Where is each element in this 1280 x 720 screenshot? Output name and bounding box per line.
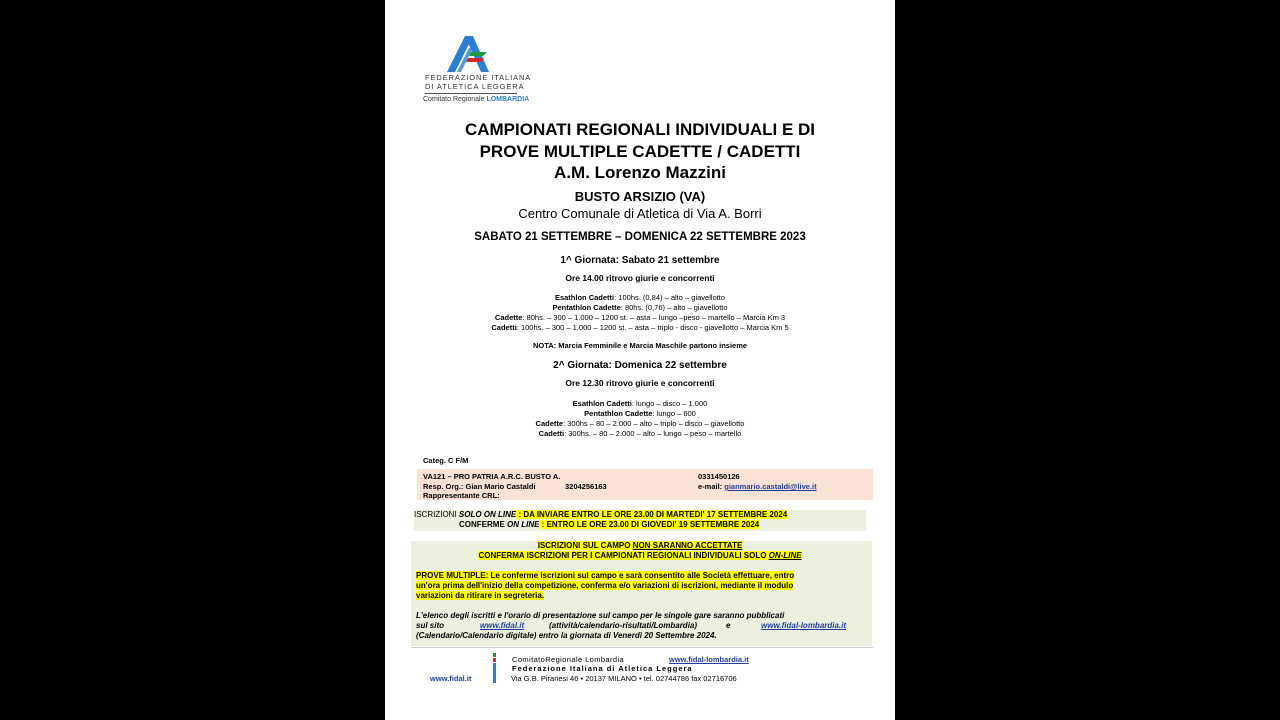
footer-address: Via G.B. Piranesi 46 • 20137 MILANO • tel. 02744786 fax 02716706: [511, 674, 737, 683]
list-line2a: sul sito: [416, 621, 445, 630]
logo-region-name: LOMBARDIA: [486, 96, 530, 103]
organizer-resp-phone: 3204256163: [565, 482, 607, 491]
day2-event-label: Pentathlon Cadette: [584, 409, 653, 418]
organizer-crl: Rappresentante CRL:: [423, 491, 500, 500]
day1-event-label: Cadette: [494, 313, 523, 322]
logo-region: [423, 96, 529, 103]
notice-line1-underline: NON SARANNO ACCETTATE: [632, 541, 743, 550]
list-line3: (Calendario/Calendario digitale) entro la giornata di Venerdì 20 Settembre 2024.: [416, 631, 717, 640]
logo-divider: [425, 93, 517, 94]
event-dates: SABATO 21 SETTEMBRE – DOMENICA 22 SETTEMBRE 2023: [474, 231, 806, 243]
notice-line2-underline: ON-LINE: [768, 551, 802, 560]
fidal-bar-icon: [492, 653, 498, 683]
organizer-society: VA121 – PRO PATRIA A.R.C. BUSTO A.: [423, 472, 561, 481]
day1-meeting: Ore 14.00 ritrovo giurie e concorrenti: [565, 273, 715, 283]
footer-federation: Federazione Italiana di Atletica Leggera: [512, 664, 693, 673]
day1-event-row: [385, 293, 895, 302]
day1-heading: 1^ Giornata: Sabato 21 settembre: [560, 255, 720, 266]
day1-event-row: [385, 313, 895, 322]
day1-event-label: Cadetti: [491, 323, 517, 332]
categ-box: [417, 449, 872, 470]
notice-line2-prefix: CONFERMA ISCRIZIONI PER I CAMPIONATI REGIONALI INDIVIDUALI SOLO: [478, 551, 769, 560]
day2-event-text: : lungo – 600: [652, 409, 696, 418]
venue-place: Centro Comunale di Atletica di Via A. Borri: [518, 206, 762, 221]
venue-city: BUSTO ARSIZIO (VA): [574, 189, 706, 204]
list-line2c: e: [726, 621, 731, 630]
day2-event-text: : 300hs. – 80 – 2.000 – alto – lungo – peso – martello: [564, 429, 742, 438]
footer-regional-link[interactable]: www.fidal-lombardia.it: [669, 655, 749, 664]
registration-prefix: ISCRIZIONI: [414, 510, 459, 519]
day1-event-text: : 80hs. (0,76) – alto – giavellotto: [620, 303, 728, 312]
list-line2b: (attività/calendario-risultati/Lombardia): [549, 621, 698, 630]
notice-line2: [385, 551, 895, 560]
registration-line1: [414, 510, 787, 519]
registration-online: SOLO ON LINE: [458, 510, 517, 519]
footer-site-link[interactable]: www.fidal.it: [430, 674, 472, 683]
logo-line1: FEDERAZIONE ITALIANA: [425, 73, 532, 82]
day2-event-text: : lungo – disco – 1.000: [631, 399, 708, 408]
list-line1: L'elenco degli iscritti e l'orario di presentazione sul campo per le singole gare saranno pubblicati: [416, 611, 785, 620]
fidal-logo-icon: [443, 34, 491, 72]
organizer-email-link[interactable]: gianmario.castaldi@live.it: [724, 482, 817, 491]
day2-event-row: [385, 429, 895, 438]
day1-event-text: : 80hs. – 300 – 1.000 – 1200 st. – asta – lungo –peso – martello – Marcia Km 3: [522, 313, 786, 322]
confirm-deadline: : ENTRO LE ORE 23.00 DI GIOVEDI' 19 SETTEMBRE 2024: [539, 520, 760, 529]
day1-event-label: Esathlon Cadetti: [554, 293, 615, 302]
day2-meeting: Ore 12.30 ritrovo giurie e concorrenti: [565, 378, 715, 388]
organizer-phone: 0331450126: [698, 472, 740, 481]
footer-divider: [411, 647, 873, 648]
day2-event-row: [385, 399, 895, 408]
organizer-resp: Resp. Org.: Gian Mario Castaldi: [423, 482, 536, 491]
confirm-prefix: CONFERME: [459, 520, 507, 529]
day2-event-label: Esathlon Cadetti: [572, 399, 632, 408]
multi-line3: variazioni da ritirare in segreteria.: [416, 591, 545, 600]
day1-note: NOTA: Marcia Femminile e Marcia Maschile partono insieme: [532, 341, 748, 350]
logo-region-prefix: Comitato Regionale: [423, 96, 487, 103]
day1-event-row: [385, 323, 895, 332]
registration-deadline: : DA INVIARE ENTRO LE ORE 23.00 DI MARTEDI' 17 SETTEMBRE 2024: [516, 510, 788, 519]
title-line2: PROVE MULTIPLE CADETTE / CADETTI: [479, 142, 801, 161]
organizer-email-label: e-mail:: [698, 482, 725, 491]
footer-committee: ComitatoRegionale Lombardia: [512, 655, 625, 664]
day1-event-label: Pentathlon Cadette: [552, 303, 621, 312]
notice-line1-prefix: ISCRIZIONI SUL CAMPO: [537, 541, 633, 550]
registration-line2: [459, 520, 759, 529]
day2-heading: 2^ Giornata: Domenica 22 settembre: [553, 360, 727, 371]
fidal-lombardia-link[interactable]: www.fidal-lombardia.it: [761, 621, 847, 630]
day1-event-text: : 100hs. (0,84) – alto – giavellotto: [614, 293, 726, 302]
confirm-online: ON LINE: [507, 520, 540, 529]
title-line1: CAMPIONATI REGIONALI INDIVIDUALI E DI: [464, 120, 816, 139]
day2-event-row: [385, 409, 895, 418]
day2-event-row: [385, 419, 895, 428]
day2-event-label: Cadetti: [538, 429, 565, 438]
organizer-email: [698, 482, 817, 491]
day2-event-label: Cadette: [535, 419, 564, 428]
fidal-link[interactable]: www.fidal.it: [480, 621, 525, 630]
categ-label: Categ. C F/M: [423, 456, 469, 465]
multi-line2: un'ora prima dell'inizio della competizione, conferma e/o variazioni di iscrizioni, mediante il modulo: [416, 581, 794, 590]
day1-event-row: [385, 303, 895, 312]
logo-line2: DI ATLETICA LEGGERA: [425, 82, 525, 91]
multi-line1: PROVE MULTIPLE: Le conferme iscrizioni sul campo e sarà consentito alle Società effettuare, entro: [416, 571, 795, 580]
document-page: [385, 0, 895, 720]
day1-event-text: : 100hs. – 300 – 1.000 – 1200 st. – asta – triplo - disco - giavellotto – Marcia Km 5: [516, 323, 789, 332]
notice-line1: [385, 541, 895, 550]
title-line3: A.M. Lorenzo Mazzini: [554, 163, 726, 182]
day2-event-text: : 300hs – 80 – 2.000 – alto – triplo – disco – giavellotto: [563, 419, 745, 428]
